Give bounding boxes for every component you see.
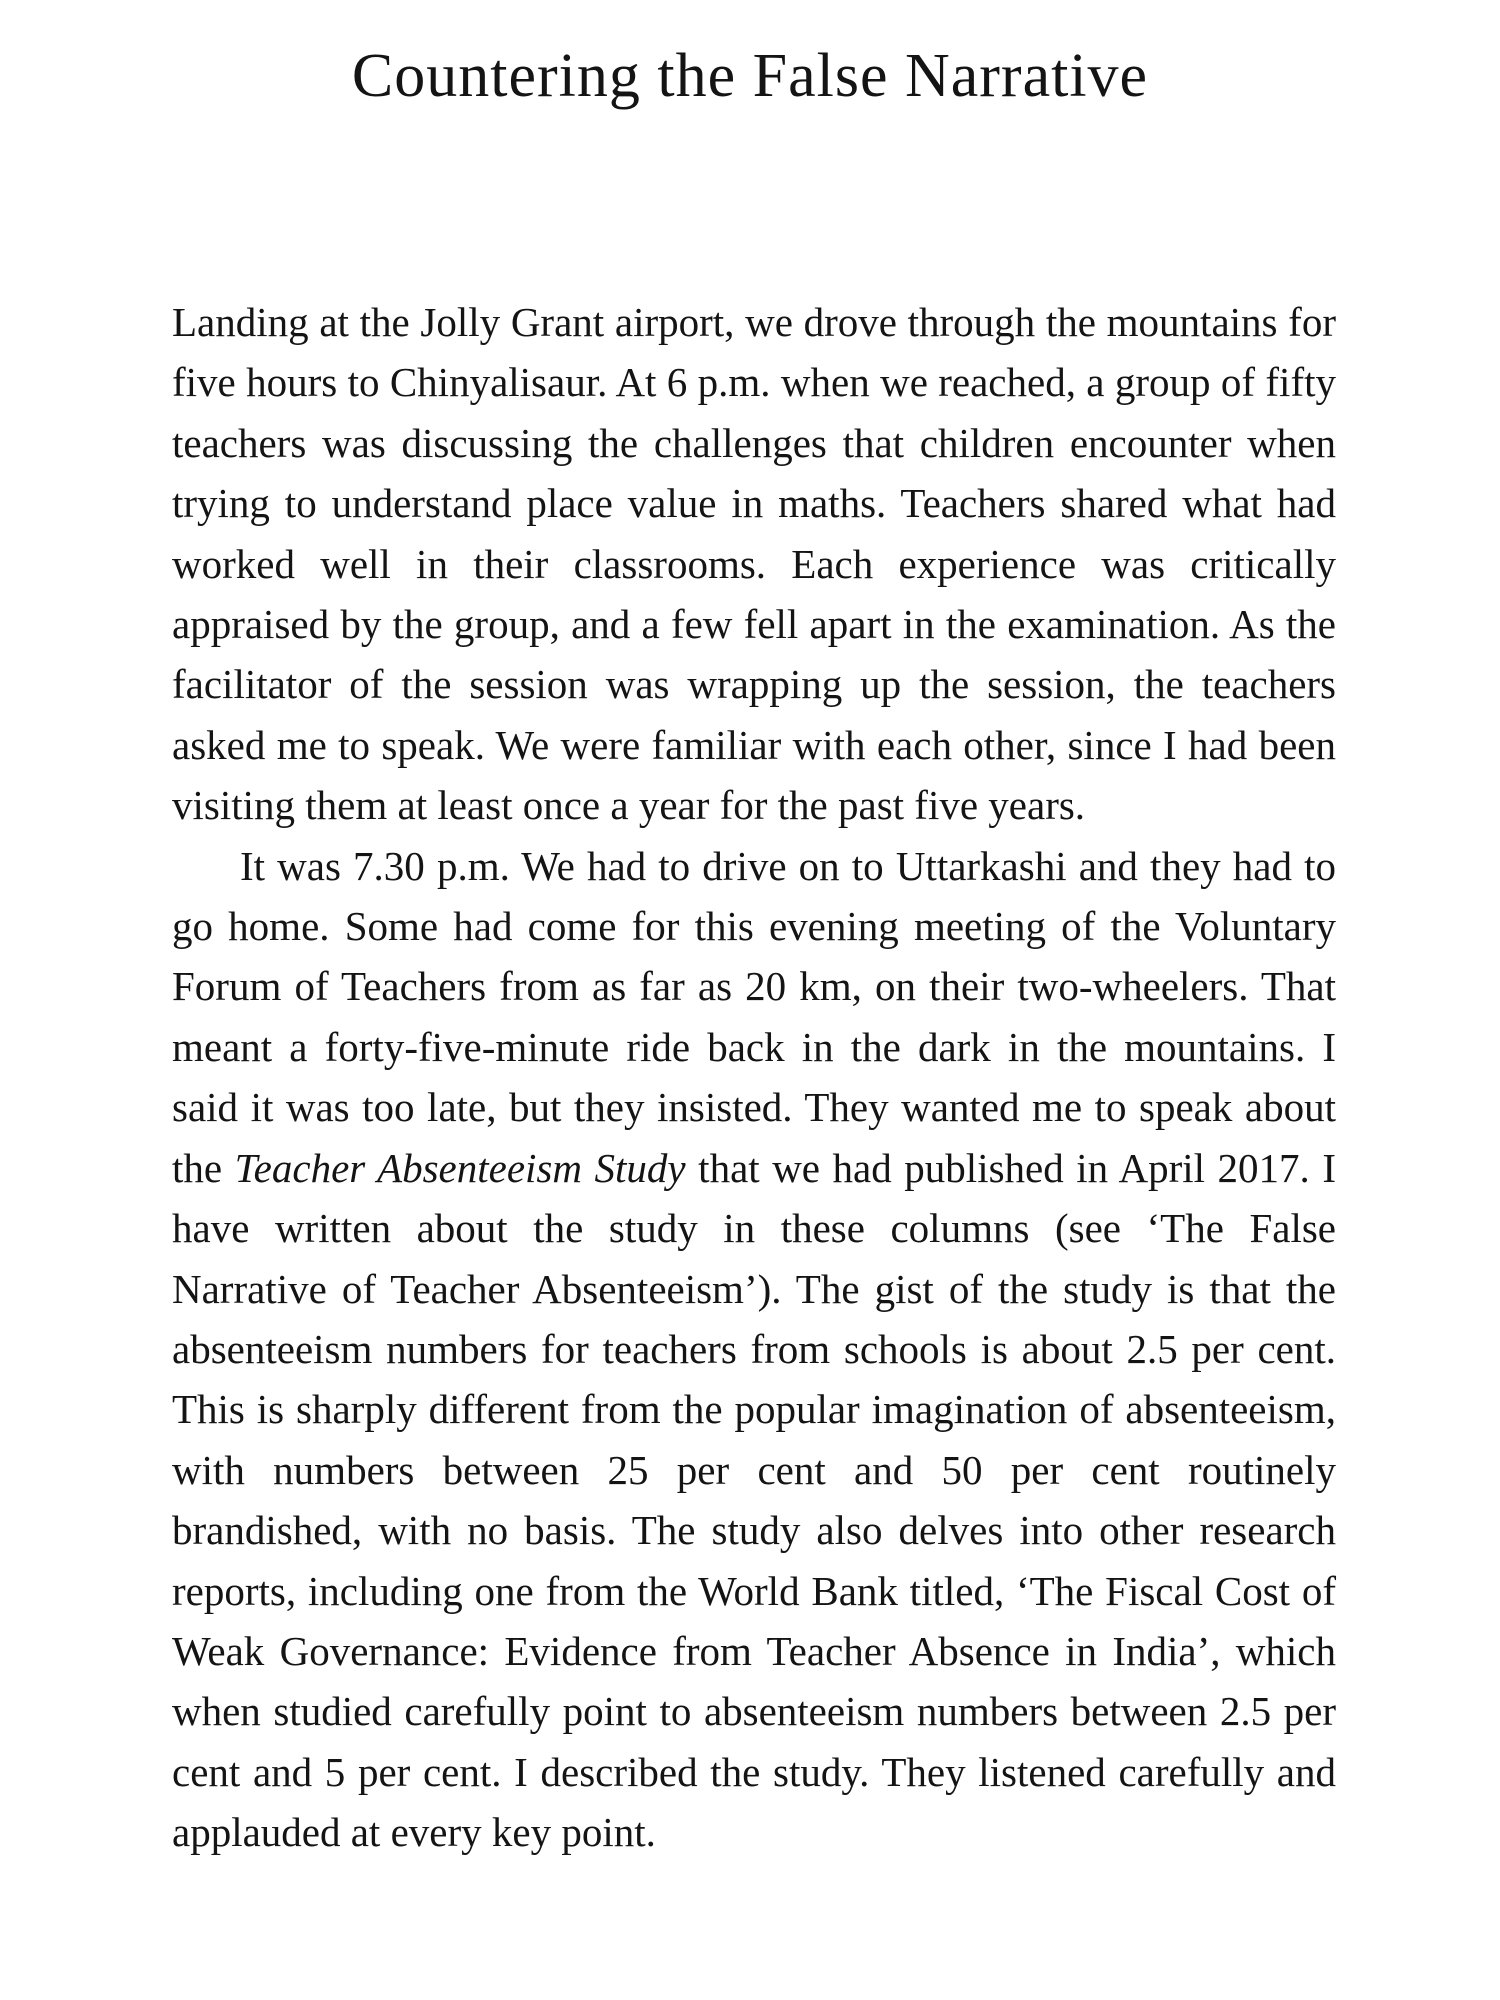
paragraph-2-text-end: that we had published in April 2017. I have written about the study in these columns (see ‘The False Narrative of Teacher Absenteeism’). The gist of the study is that the absenteeism numbers for teachers from schools is about 2.5 per cent. This is sharply different from the popular imagination of absenteeism, with numbers between 25 per cent and 50 per cent routinely brandished, with no basis. The study also delves into other research reports, including one from the World Bank titled, ‘The Fiscal Cost of Weak Governance: Evidence from Teacher Absence in India’, which when studied carefully point to absenteeism numbers between 2.5 per cent and 5 per cent. I described the study. They listened carefully and applauded at every key point. — [172, 1144, 1336, 1856]
paragraph-2 — [172, 836, 1336, 1863]
paragraph-1: Landing at the Jolly Grant airport, we drove through the mountains for five hours to Chinyalisaur. At 6 p.m. when we reached, a group of fifty teachers was discussing the challenges that children encounter when trying to understand place value in maths. Teachers shared what had worked well in their classrooms. Each experience was critically appraised by the group, and a few fell apart in the examination. As the facilitator of the session was wrapping up the session, the teachers asked me to speak. We were familiar with each other, since I had been visiting them at least once a year for the past five years. — [172, 299, 1336, 829]
study-title-italic: Teacher Absenteeism Study — [234, 1144, 686, 1191]
paragraph-2-text-start: It was 7.30 p.m. We had to drive on to Uttarkashi and they had to go home. Some had come for this evening meeting of the Voluntary Forum of Teachers from as far as 20 km, on their two-wheelers. That meant a forty-five-minute ride back in the dark in the mountains. I said it was too late, but they insisted. They wanted me to speak about the — [172, 842, 1336, 1191]
chapter-title: Countering the False Narrative — [351, 42, 1149, 110]
body-text — [172, 292, 1336, 1863]
